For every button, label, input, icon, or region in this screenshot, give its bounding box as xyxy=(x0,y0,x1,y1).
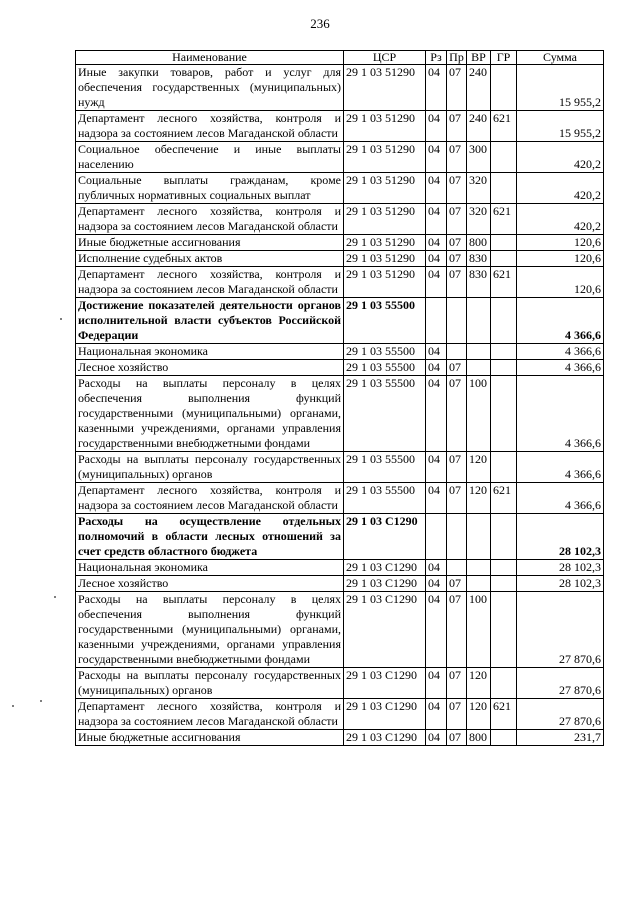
cell-name: Расходы на выплаты персоналу государственных (муниципальных) органов xyxy=(76,452,344,483)
cell-pr: 07 xyxy=(447,235,467,251)
cell-pr: 07 xyxy=(447,173,467,204)
cell-gr xyxy=(491,298,517,344)
cell-vr: 120 xyxy=(467,452,491,483)
table-row xyxy=(76,376,604,452)
cell-vr: 240 xyxy=(467,111,491,142)
table-row xyxy=(76,360,604,376)
cell-name: Расходы на выплаты персоналу в целях обеспечения выполнения функций государственными (муниципальными) органами, казенными учреждениями, органами управления государственными внебюджетными фондами xyxy=(76,592,344,668)
cell-name: Департамент лесного хозяйства, контроля и надзора за состоянием лесов Магаданской области xyxy=(76,267,344,298)
cell-pr: 07 xyxy=(447,730,467,746)
table-row xyxy=(76,111,604,142)
cell-csr: 29 1 03 С1290 xyxy=(344,560,426,576)
table-row xyxy=(76,65,604,111)
table-row xyxy=(76,560,604,576)
budget-table xyxy=(75,50,604,746)
cell-csr: 29 1 03 51290 xyxy=(344,267,426,298)
cell-gr: 621 xyxy=(491,267,517,298)
cell-name: Лесное хозяйство xyxy=(76,576,344,592)
header-name: Наименование xyxy=(76,51,344,65)
cell-csr: 29 1 03 55500 xyxy=(344,360,426,376)
cell-vr: 830 xyxy=(467,251,491,267)
cell-gr: 621 xyxy=(491,699,517,730)
cell-name: Расходы на осуществление отдельных полномочий в области лесных отношений за счет средств областного бюджета xyxy=(76,514,344,560)
table-header-row xyxy=(76,51,604,65)
header-sum: Сумма xyxy=(517,51,604,65)
cell-csr: 29 1 03 С1290 xyxy=(344,514,426,560)
cell-sum: 27 870,6 xyxy=(517,699,604,730)
cell-name: Социальные выплаты гражданам, кроме публичных нормативных социальных выплат xyxy=(76,173,344,204)
cell-pr: 07 xyxy=(447,267,467,298)
cell-sum: 27 870,6 xyxy=(517,592,604,668)
cell-sum: 15 955,2 xyxy=(517,65,604,111)
cell-rz: 04 xyxy=(426,483,447,514)
cell-gr xyxy=(491,452,517,483)
cell-csr: 29 1 03 51290 xyxy=(344,235,426,251)
cell-sum: 28 102,3 xyxy=(517,514,604,560)
cell-vr xyxy=(467,360,491,376)
cell-sum: 120,6 xyxy=(517,235,604,251)
cell-rz: 04 xyxy=(426,360,447,376)
cell-sum: 28 102,3 xyxy=(517,576,604,592)
cell-vr: 800 xyxy=(467,730,491,746)
cell-gr xyxy=(491,730,517,746)
header-gr: ГР xyxy=(491,51,517,65)
cell-vr xyxy=(467,344,491,360)
page-number: 236 xyxy=(310,16,330,31)
scan-speck xyxy=(60,318,62,320)
cell-csr: 29 1 03 51290 xyxy=(344,173,426,204)
table-row xyxy=(76,344,604,360)
cell-csr: 29 1 03 С1290 xyxy=(344,730,426,746)
cell-csr: 29 1 03 С1290 xyxy=(344,592,426,668)
cell-name: Исполнение судебных актов xyxy=(76,251,344,267)
cell-pr: 07 xyxy=(447,376,467,452)
cell-pr: 07 xyxy=(447,65,467,111)
table-row xyxy=(76,668,604,699)
cell-csr: 29 1 03 51290 xyxy=(344,65,426,111)
cell-gr xyxy=(491,376,517,452)
cell-csr: 29 1 03 51290 xyxy=(344,251,426,267)
cell-csr: 29 1 03 С1290 xyxy=(344,576,426,592)
cell-rz: 04 xyxy=(426,235,447,251)
table-row xyxy=(76,730,604,746)
cell-rz: 04 xyxy=(426,452,447,483)
cell-rz: 04 xyxy=(426,576,447,592)
cell-csr: 29 1 03 55500 xyxy=(344,376,426,452)
cell-vr xyxy=(467,514,491,560)
cell-sum: 420,2 xyxy=(517,204,604,235)
cell-vr: 100 xyxy=(467,376,491,452)
cell-pr: 07 xyxy=(447,111,467,142)
cell-vr xyxy=(467,560,491,576)
cell-gr: 621 xyxy=(491,483,517,514)
cell-name: Социальное обеспечение и иные выплаты населению xyxy=(76,142,344,173)
cell-vr: 240 xyxy=(467,65,491,111)
cell-vr xyxy=(467,576,491,592)
table-row xyxy=(76,483,604,514)
cell-rz: 04 xyxy=(426,344,447,360)
cell-pr xyxy=(447,514,467,560)
cell-sum: 420,2 xyxy=(517,142,604,173)
cell-name: Национальная экономика xyxy=(76,560,344,576)
cell-sum: 27 870,6 xyxy=(517,668,604,699)
cell-csr: 29 1 03 С1290 xyxy=(344,699,426,730)
cell-gr xyxy=(491,560,517,576)
cell-pr: 07 xyxy=(447,360,467,376)
cell-name: Иные бюджетные ассигнования xyxy=(76,235,344,251)
cell-vr: 800 xyxy=(467,235,491,251)
cell-vr xyxy=(467,298,491,344)
cell-rz: 04 xyxy=(426,251,447,267)
cell-name: Департамент лесного хозяйства, контроля и надзора за состоянием лесов Магаданской области xyxy=(76,111,344,142)
cell-name: Департамент лесного хозяйства, контроля и надзора за состоянием лесов Магаданской области xyxy=(76,483,344,514)
cell-rz: 04 xyxy=(426,267,447,298)
cell-rz: 04 xyxy=(426,376,447,452)
cell-pr: 07 xyxy=(447,204,467,235)
cell-vr: 120 xyxy=(467,668,491,699)
cell-pr: 07 xyxy=(447,251,467,267)
cell-csr: 29 1 03 55500 xyxy=(344,483,426,514)
cell-rz: 04 xyxy=(426,173,447,204)
cell-pr xyxy=(447,298,467,344)
cell-vr: 830 xyxy=(467,267,491,298)
cell-pr xyxy=(447,560,467,576)
cell-gr xyxy=(491,235,517,251)
header-rz: Рз xyxy=(426,51,447,65)
table-row xyxy=(76,142,604,173)
cell-name: Департамент лесного хозяйства, контроля и надзора за состоянием лесов Магаданской области xyxy=(76,699,344,730)
cell-rz: 04 xyxy=(426,730,447,746)
cell-pr: 07 xyxy=(447,668,467,699)
cell-name: Иные бюджетные ассигнования xyxy=(76,730,344,746)
cell-csr: 29 1 03 51290 xyxy=(344,111,426,142)
cell-vr: 120 xyxy=(467,483,491,514)
cell-gr xyxy=(491,344,517,360)
cell-gr: 621 xyxy=(491,204,517,235)
table-row xyxy=(76,576,604,592)
cell-pr: 07 xyxy=(447,699,467,730)
cell-csr: 29 1 03 55500 xyxy=(344,452,426,483)
cell-name: Национальная экономика xyxy=(76,344,344,360)
cell-rz: 04 xyxy=(426,204,447,235)
scan-speck xyxy=(54,596,56,598)
cell-name: Расходы на выплаты персоналу в целях обеспечения выполнения функций государственными (муниципальными) органами, казенными учреждениями, органами управления государственными внебюджетными фондами xyxy=(76,376,344,452)
table-row xyxy=(76,514,604,560)
table-row xyxy=(76,204,604,235)
cell-sum: 231,7 xyxy=(517,730,604,746)
cell-name: Департамент лесного хозяйства, контроля и надзора за состоянием лесов Магаданской области xyxy=(76,204,344,235)
cell-rz: 04 xyxy=(426,699,447,730)
cell-gr xyxy=(491,360,517,376)
cell-rz: 04 xyxy=(426,111,447,142)
table-row xyxy=(76,251,604,267)
cell-pr: 07 xyxy=(447,142,467,173)
cell-sum: 4 366,6 xyxy=(517,360,604,376)
cell-pr: 07 xyxy=(447,452,467,483)
cell-sum: 4 366,6 xyxy=(517,298,604,344)
cell-pr: 07 xyxy=(447,483,467,514)
cell-rz: 04 xyxy=(426,592,447,668)
cell-csr: 29 1 03 51290 xyxy=(344,204,426,235)
cell-sum: 4 366,6 xyxy=(517,452,604,483)
table-row xyxy=(76,592,604,668)
scan-speck xyxy=(12,705,14,707)
scan-speck xyxy=(40,700,42,702)
cell-sum: 15 955,2 xyxy=(517,111,604,142)
cell-name: Расходы на выплаты персоналу государственных (муниципальных) органов xyxy=(76,668,344,699)
header-pr: Пр xyxy=(447,51,467,65)
cell-rz: 04 xyxy=(426,142,447,173)
table-body xyxy=(76,65,604,746)
cell-gr: 621 xyxy=(491,111,517,142)
cell-vr: 120 xyxy=(467,699,491,730)
cell-gr xyxy=(491,576,517,592)
cell-sum: 28 102,3 xyxy=(517,560,604,576)
cell-sum: 4 366,6 xyxy=(517,376,604,452)
cell-sum: 4 366,6 xyxy=(517,483,604,514)
cell-vr: 300 xyxy=(467,142,491,173)
cell-sum: 420,2 xyxy=(517,173,604,204)
cell-pr xyxy=(447,344,467,360)
cell-vr: 320 xyxy=(467,173,491,204)
cell-gr xyxy=(491,65,517,111)
cell-rz: 04 xyxy=(426,65,447,111)
cell-sum: 120,6 xyxy=(517,251,604,267)
cell-csr: 29 1 03 51290 xyxy=(344,142,426,173)
table-row xyxy=(76,267,604,298)
cell-vr: 320 xyxy=(467,204,491,235)
cell-rz: 04 xyxy=(426,668,447,699)
table-row xyxy=(76,298,604,344)
cell-pr: 07 xyxy=(447,576,467,592)
cell-vr: 100 xyxy=(467,592,491,668)
table-row xyxy=(76,699,604,730)
cell-rz: 04 xyxy=(426,560,447,576)
cell-sum: 120,6 xyxy=(517,267,604,298)
cell-name: Иные закупки товаров, работ и услуг для обеспечения государственных (муниципальных) нужд xyxy=(76,65,344,111)
cell-gr xyxy=(491,251,517,267)
cell-gr xyxy=(491,514,517,560)
cell-rz xyxy=(426,298,447,344)
cell-csr: 29 1 03 С1290 xyxy=(344,668,426,699)
cell-gr xyxy=(491,173,517,204)
cell-rz xyxy=(426,514,447,560)
cell-csr: 29 1 03 55500 xyxy=(344,298,426,344)
cell-pr: 07 xyxy=(447,592,467,668)
cell-name: Достижение показателей деятельности органов исполнительной власти субъектов Российской Федерации xyxy=(76,298,344,344)
header-csr: ЦСР xyxy=(344,51,426,65)
header-vr: ВР xyxy=(467,51,491,65)
table-row xyxy=(76,452,604,483)
cell-sum: 4 366,6 xyxy=(517,344,604,360)
cell-gr xyxy=(491,142,517,173)
cell-gr xyxy=(491,592,517,668)
cell-csr: 29 1 03 55500 xyxy=(344,344,426,360)
table-row xyxy=(76,173,604,204)
cell-name: Лесное хозяйство xyxy=(76,360,344,376)
table-row xyxy=(76,235,604,251)
cell-gr xyxy=(491,668,517,699)
